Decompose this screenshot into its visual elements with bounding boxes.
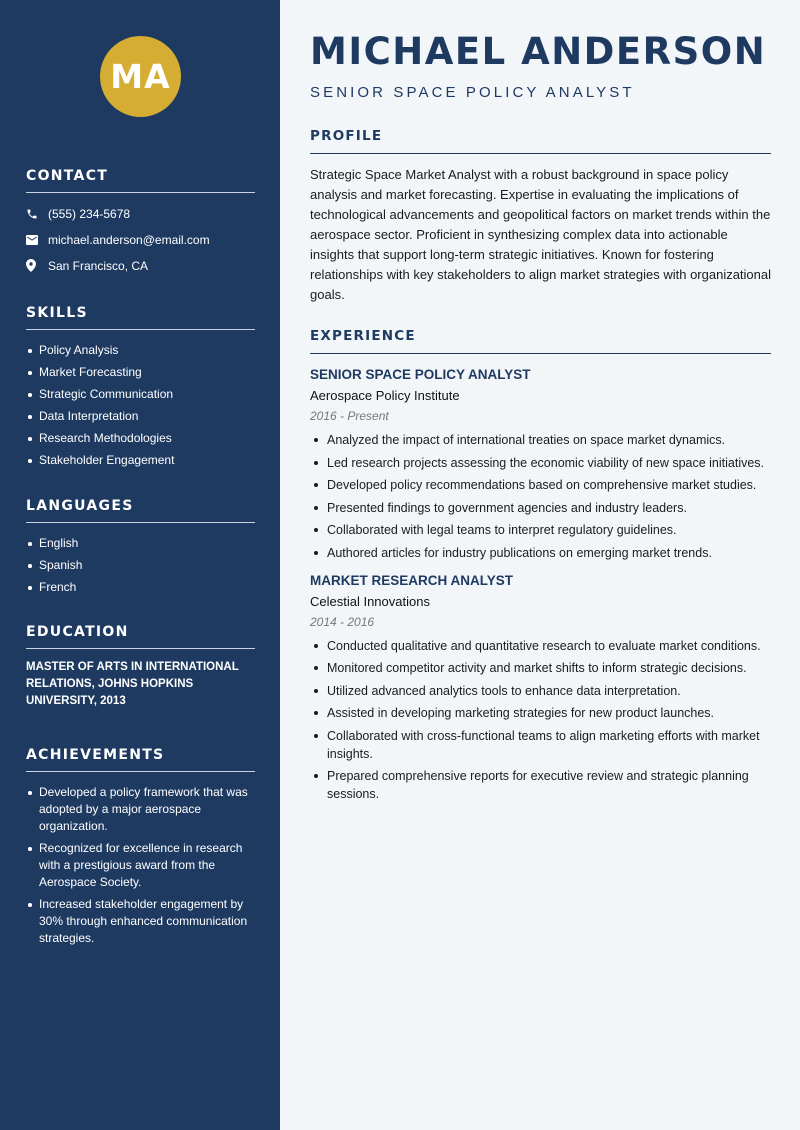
contact-email-text[interactable]: michael.anderson@email.com <box>48 232 210 247</box>
job-company: Celestial Innovations <box>310 593 430 609</box>
experience-section <box>310 328 771 808</box>
job-dates: 2016 - Present <box>310 409 389 423</box>
education-section <box>26 624 255 710</box>
contact-phone <box>26 205 255 222</box>
skills-section <box>26 305 255 474</box>
job-bullet: Utilized advanced analytics tools to enhance data interpretation. <box>310 682 771 700</box>
avatar <box>100 36 181 117</box>
language-item: French <box>26 579 255 596</box>
experience-heading: EXPERIENCE <box>310 328 771 354</box>
skill-item: Strategic Communication <box>26 386 255 403</box>
skill-item: Research Methodologies <box>26 430 255 447</box>
job-bullet: Analyzed the impact of international treaties on space market dynamics. <box>310 431 771 449</box>
job-title: MARKET RESEARCH ANALYST <box>310 572 514 588</box>
profile-heading: PROFILE <box>310 128 771 154</box>
achievements-list <box>26 784 255 947</box>
avatar-initials: MA <box>110 57 171 96</box>
skill-item: Policy Analysis <box>26 342 255 359</box>
achievements-heading: ACHIEVEMENTS <box>26 747 255 772</box>
skills-heading: SKILLS <box>26 305 255 330</box>
achievement-item: Developed a policy framework that was adopted by a major aerospace organization. <box>26 784 255 835</box>
languages-heading: LANGUAGES <box>26 498 255 523</box>
candidate-name: MICHAEL ANDERSON <box>310 30 767 73</box>
job-bullet: Monitored competitor activity and market shifts to inform strategic decisions. <box>310 659 771 677</box>
location-pin-icon <box>26 259 48 272</box>
job-title: SENIOR SPACE POLICY ANALYST <box>310 367 531 382</box>
job-bullet: Presented findings to government agencies and industry leaders. <box>310 499 771 517</box>
contact-email <box>26 231 255 248</box>
job-bullet: Collaborated with cross-functional teams to align marketing efforts with market insights. <box>310 727 771 763</box>
education-heading: EDUCATION <box>26 624 255 649</box>
skill-item: Stakeholder Engagement <box>26 452 255 469</box>
candidate-title: SENIOR SPACE POLICY ANALYST <box>310 84 635 101</box>
job-bullets <box>310 431 771 562</box>
contact-location-text: San Francisco, CA <box>48 258 149 273</box>
job-bullets <box>310 637 771 804</box>
achievement-item: Increased stakeholder engagement by 30% through enhanced communication strategies. <box>26 896 255 947</box>
profile-section <box>310 128 771 305</box>
education-entry: MASTER OF ARTS IN INTERNATIONAL RELATIONS, JOHNS HOPKINS UNIVERSITY, 2013 <box>26 661 239 707</box>
sidebar <box>0 0 280 1130</box>
skills-list <box>26 342 255 469</box>
job-bullet: Collaborated with legal teams to interpret regulatory guidelines. <box>310 521 771 539</box>
skill-item: Market Forecasting <box>26 364 255 381</box>
job-entry <box>310 367 771 562</box>
achievement-item: Recognized for excellence in research with a prestigious award from the Aerospace Society. <box>26 840 255 891</box>
job-bullet: Conducted qualitative and quantitative research to evaluate market conditions. <box>310 637 771 655</box>
job-dates: 2014 - 2016 <box>310 614 375 629</box>
contact-heading: CONTACT <box>26 168 255 193</box>
phone-icon <box>26 208 48 220</box>
language-item: English <box>26 535 255 552</box>
language-item: Spanish <box>26 557 255 574</box>
job-bullet: Developed policy recommendations based on comprehensive market studies. <box>310 476 771 494</box>
languages-list <box>26 535 255 596</box>
languages-section <box>26 498 255 601</box>
contact-section <box>26 168 255 274</box>
job-bullet: Led research projects assessing the economic viability of new space initiatives. <box>310 454 771 472</box>
skill-item: Data Interpretation <box>26 408 255 425</box>
mail-icon <box>26 235 48 245</box>
job-company: Aerospace Policy Institute <box>310 388 460 403</box>
profile-text: Strategic Space Market Analyst with a robust background in space policy analysis and market forecasting. Expertise in evaluating the implications of technological advancements and geopolitical factors on market trends within the aerospace sector. Proficient in synthesizing complex data into actionable insights that support long-term strategic initiatives. Known for fostering relationships with key stakeholders to align market strategies with organizational goals. <box>310 167 772 302</box>
job-bullet: Prepared comprehensive reports for executive review and strategic planning sessions. <box>310 767 771 803</box>
job-entry <box>310 573 771 804</box>
job-bullet: Assisted in developing marketing strategies for new product launches. <box>310 704 771 722</box>
achievements-section <box>26 747 255 952</box>
job-bullet: Authored articles for industry publications on emerging market trends. <box>310 544 771 562</box>
contact-phone-text: (555) 234-5678 <box>48 206 131 221</box>
contact-location <box>26 257 255 274</box>
